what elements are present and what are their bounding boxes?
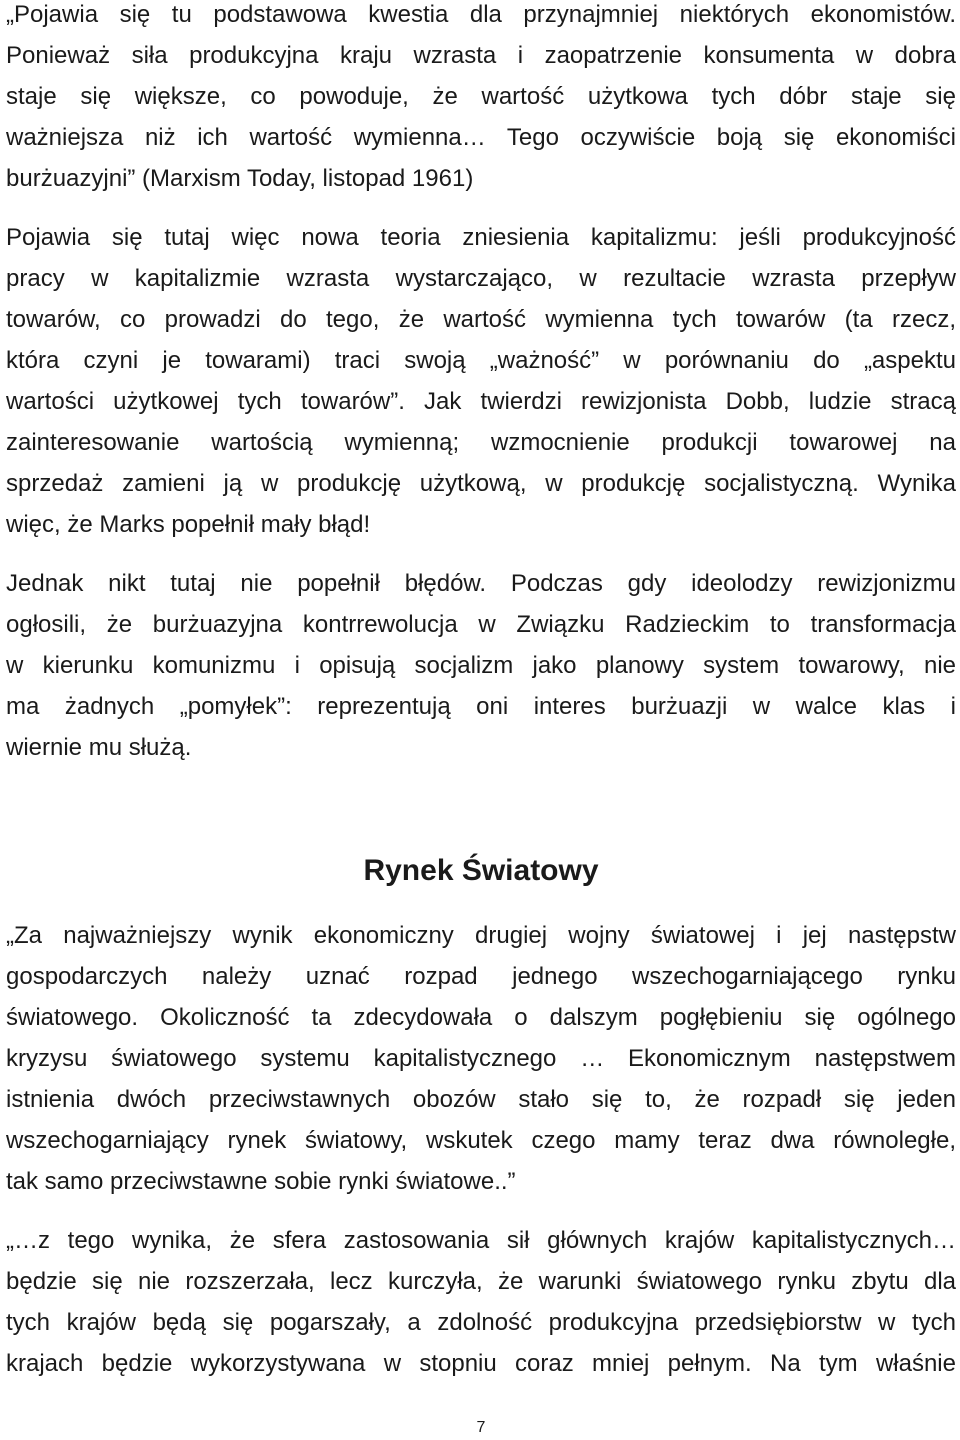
text-line: istnienia dwóch przeciwstawnych obozów stało się to, że rozpadł się jeden — [6, 1086, 956, 1113]
text-line: Ponieważ siła produkcyjna kraju wzrasta i zaopatrzenie konsumenta w dobra — [6, 42, 956, 69]
text-line: więc, że Marks popełnił mały błąd! — [6, 511, 371, 538]
text-line: „Pojawia się tu podstawowa kwestia dla przynajmniej niektórych ekonomistów. — [6, 1, 956, 28]
text-line: burżuazyjni” (Marxism Today, listopad 1961) — [6, 165, 474, 192]
text-line: ma żadnych „pomyłek”: reprezentują oni interes burżuazji w walce klas i — [6, 693, 956, 720]
section-heading: Rynek Światowy — [363, 854, 599, 887]
text-line: wiernie mu służą. — [6, 734, 192, 761]
document-page — [6, 0, 956, 1440]
text-line: „…z tego wynika, że sfera zastosowania sił głównych krajów kapitalistycznych… — [6, 1227, 956, 1254]
text-line: zainteresowanie wartością wymienną; wzmocnienie produkcji towarowej na — [6, 429, 956, 456]
text-line: ogłosili, że burżuazyjna kontrrewolucja w Związku Radzieckim to transformacja — [6, 611, 956, 638]
text-line: będzie się nie rozszerzała, lecz kurczyła, że warunki światowego rynku zbytu dla — [6, 1268, 956, 1295]
text-line: kryzysu światowego systemu kapitalistycznego … Ekonomicznym następstwem — [6, 1045, 956, 1072]
text-line: która czyni je towarami) traci swoją „ważność” w porównaniu do „aspektu — [6, 347, 956, 374]
text-line: w kierunku komunizmu i opisują socjalizm jako planowy system towarowy, nie — [6, 652, 956, 679]
text-line: gospodarczych należy uznać rozpad jednego wszechogarniającego rynku — [6, 963, 956, 990]
text-line: ważniejsza niż ich wartość wymienna… Tego oczywiście boją się ekonomiści — [6, 124, 956, 151]
text-line: staje się większe, co powoduje, że wartość użytkowa tych dóbr staje się — [6, 83, 956, 110]
text-line: towarów, co prowadzi do tego, że wartość wymienna tych towarów (ta rzecz, — [6, 306, 956, 333]
text-line: wszechogarniający rynek światowy, wskutek czego mamy teraz dwa równoległe, — [6, 1127, 956, 1154]
text-line: sprzedaż zamieni ją w produkcję użytkową, w produkcję socjalistyczną. Wynika — [6, 470, 956, 497]
text-line: Jednak nikt tutaj nie popełnił błędów. Podczas gdy ideolodzy rewizjonizmu — [6, 570, 956, 597]
page-number: 7 — [476, 1419, 486, 1436]
text-line: krajach będzie wykorzystywana w stopniu coraz mniej pełnym. Na tym właśnie — [6, 1350, 956, 1377]
text-line: wartości użytkowej tych towarów”. Jak twierdzi rewizjonista Dobb, ludzie stracą — [6, 388, 956, 415]
text-line: pracy w kapitalizmie wzrasta wystarczająco, w rezultacie wzrasta przepływ — [6, 265, 956, 292]
text-line: tych krajów będą się pogarszały, a zdolność produkcyjna przedsiębiorstw w tych — [6, 1309, 956, 1336]
text-line: Pojawia się tutaj więc nowa teoria zniesienia kapitalizmu: jeśli produkcyjność — [6, 224, 956, 251]
text-line: światowego. Okoliczność ta zdecydowała o dalszym pogłębieniu się ogólnego — [6, 1004, 956, 1031]
text-line: tak samo przeciwstawne sobie rynki światowe..” — [6, 1168, 516, 1195]
text-line: „Za najważniejszy wynik ekonomiczny drugiej wojny światowej i jej następstw — [6, 922, 956, 949]
